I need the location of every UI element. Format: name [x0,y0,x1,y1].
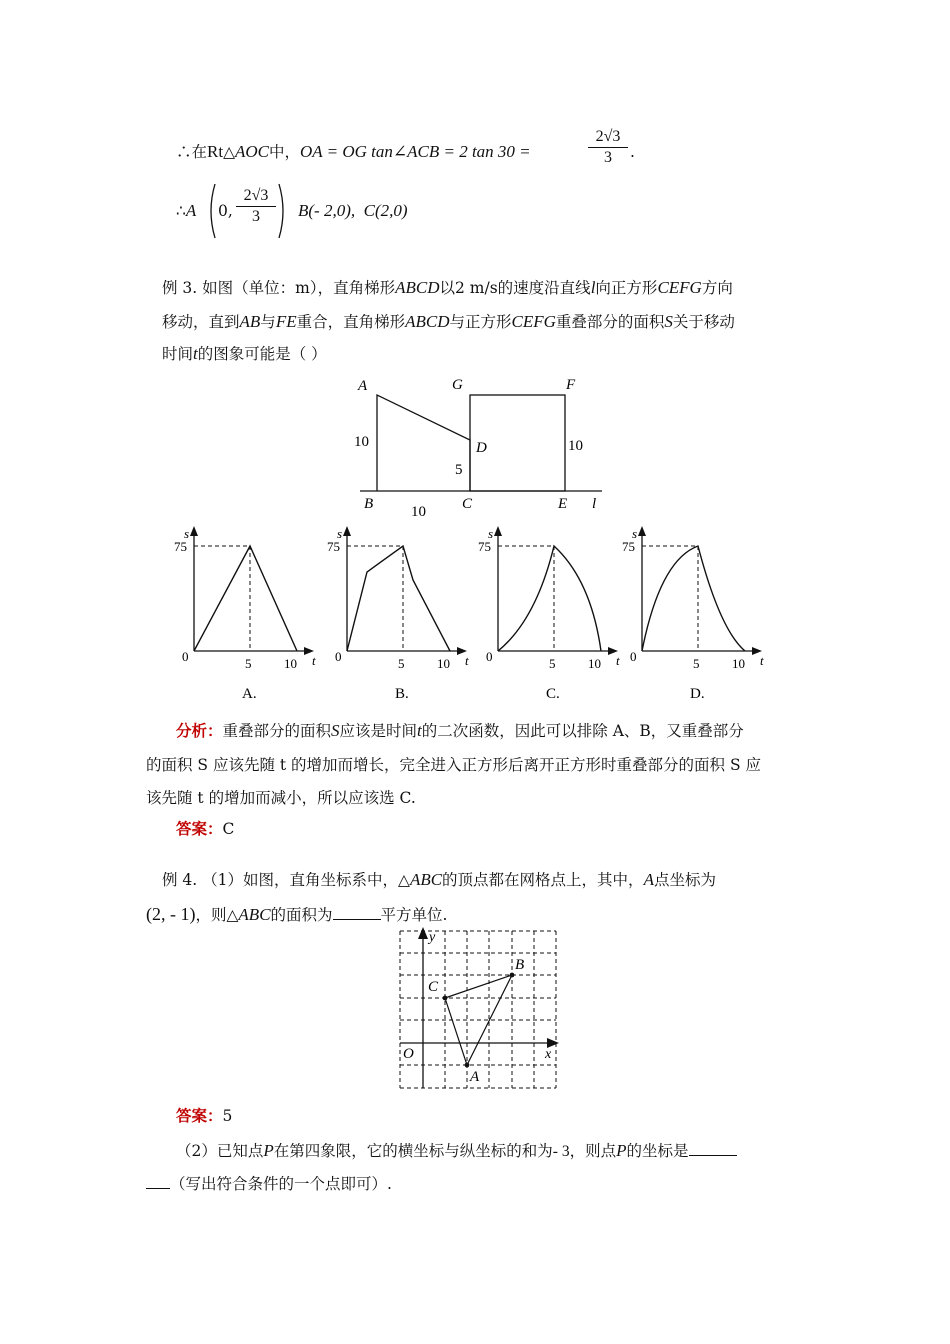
abcd-label: ABCD [395,278,440,297]
label-origin: 0 [486,649,493,664]
s-axis-arrow [190,526,198,536]
example4-line-1 [162,870,716,890]
example3-line-3 [162,344,327,364]
text: 的二次函数，因此可以排除 A、B，又重叠部分 [421,722,744,740]
text: 例 3. 如图（单位：m），直角梯形 [162,279,396,297]
point-b: B(- 2,0), [298,201,356,220]
label-f: F [566,377,576,393]
label-a: A [470,1069,480,1085]
s-axis-arrow [343,526,351,536]
dim-ef: 10 [568,438,583,454]
example4-answer [176,1106,232,1126]
label-t: t [465,653,469,668]
text: 以 [439,279,455,297]
tick-5: 5 [398,656,405,671]
in-text: 中， [269,143,301,161]
fraction-denominator: 3 [604,149,612,166]
fraction-2sqrt3-over-3-b [236,187,276,226]
s-axis-arrow [494,526,502,536]
dim-ab: 10 [354,434,369,450]
label-b: B [364,496,374,512]
rt-text: Rt [207,142,224,161]
dim-cd: 5 [455,462,463,478]
sum-value: - 3 [552,1143,570,1160]
label-d: D [476,440,487,456]
text: 与 [260,313,276,331]
example4-part2-line-1 [176,1139,737,1162]
s-label: S [331,721,340,740]
solution-line-1 [176,142,531,162]
s-axis-arrow [638,526,646,536]
text: ，则点 [569,1142,617,1160]
fraction-denominator: 3 [252,208,260,225]
text: 的顶点都在网格点上，其中， [442,871,644,889]
example3-line-1 [162,278,733,298]
abc-label: ABC [409,870,443,889]
tick-75: 75 [174,539,187,554]
tick-5: 5 [549,656,556,671]
points-bc [298,201,408,221]
abcd-label: ABCD [405,312,450,331]
example3-line-2 [162,312,735,332]
tick-75: 75 [478,539,491,554]
tick-75: 75 [622,539,635,554]
p-label: P [263,1141,274,1160]
analysis-line-3: 该先随 t 的增加而减小，所以应该选 C. [146,789,416,807]
text: 移动，直到 [162,313,240,331]
label-origin: 0 [182,649,189,664]
text: 在第四象限，它的横坐标与纵坐标的和为 [273,1142,553,1160]
cefg-label: CEFG [657,278,702,297]
answer-value: 5 [222,1107,233,1125]
grid-triangle-figure [395,925,565,1095]
label-s: s [184,526,190,541]
example3-answer [176,819,234,839]
text: 重叠部分的面积 [222,722,332,740]
example4-part2-line-2 [146,1172,392,1194]
period: . [630,143,635,161]
fe-label: FE [275,312,297,331]
triangle-symbol: △ [226,906,239,924]
label-l: l [592,496,597,512]
coordinate-blank-2[interactable] [146,1172,170,1189]
fraction-numerator: 2√3 [243,187,269,204]
area-curve [642,546,745,651]
coord-zero: 0, [218,202,233,220]
text: 向正方形 [595,279,658,297]
coordinate-blank-1[interactable] [689,1139,737,1156]
solution-line-2 [176,201,196,221]
area-blank[interactable] [333,903,381,920]
triangle-symbol: △ [223,143,235,161]
tick-10: 10 [284,656,297,671]
abc-label: ABC [238,905,271,924]
option-graph-c [476,520,626,710]
option-graph-d [620,520,770,710]
a-coordinate: (2, - 1) [146,904,196,924]
line-l-label: l [590,278,596,297]
t-label: t [417,721,422,740]
area-curve [347,546,450,651]
text: （写出符合条件的一个点即可）. [170,1175,392,1193]
fraction-numerator: 2√3 [595,128,621,145]
text: 例 4. （1）如图，直角坐标系中， [162,871,399,889]
label-s: s [337,526,343,541]
oa-equation: OA = OG tan∠ACB = 2 tan 30 = [300,142,531,161]
tick-10: 10 [437,656,450,671]
text: 重叠部分的面积 [555,313,665,331]
label-t: t [760,653,764,668]
tick-5: 5 [693,656,700,671]
label-a: A [358,378,368,394]
tick-10: 10 [732,656,745,671]
label-c: C [428,979,439,995]
text: 方向 [701,279,733,297]
t-label: t [193,344,198,363]
option-label: C. [546,686,560,702]
area-curve [498,546,601,651]
analysis-label: 分析： [176,721,223,740]
fraction-2sqrt3-over-3 [588,128,628,167]
text: 的面积为 [270,906,333,924]
analysis-line-1 [176,721,744,741]
text: 与正方形 [449,313,512,331]
text: ，则 [195,906,227,924]
point-c: C(2,0) [363,201,408,220]
text: 的图象可能是（ ） [197,345,327,363]
label-g: G [452,377,463,393]
label-c: C [462,496,473,512]
point-b-dot [510,973,515,978]
dim-bc: 10 [411,504,426,520]
point-c-dot [443,996,448,1001]
label-o: O [403,1046,414,1062]
therefore-text: ∴在 [176,143,208,161]
text: 的速度沿直线 [497,279,591,297]
option-label: A. [242,686,257,702]
answer-label: 答案： [176,1106,223,1125]
label-e: E [558,496,568,512]
option-graph-b [325,520,475,710]
option-label: B. [395,686,409,702]
option-graph-a [172,520,322,710]
answer-value: C [222,820,235,838]
point-a-dot [465,1063,470,1068]
tick-10: 10 [588,656,601,671]
label-s: s [488,526,494,541]
triangle-symbol: △ [398,871,410,889]
s-label: S [664,312,673,331]
analysis-line-2: 的面积 S 应该先随 t 的增加而增长，完全进入正方形后离开正方形时重叠部分的面积 S 应 [146,756,762,774]
text: 点坐标为 [653,871,716,889]
text: 应该是时间 [339,722,418,740]
text: 重合，直角梯形 [296,313,406,331]
trapezoid-square-figure [340,370,610,520]
tick-75: 75 [327,539,340,554]
label-t: t [616,653,620,668]
label-b: B [515,957,525,973]
aoc-label: AOC [235,142,269,161]
option-label: D. [690,686,705,702]
label-x: x [545,1047,552,1062]
point-a-label: A [185,201,197,220]
answer-label: 答案： [176,819,223,838]
area-curve [194,546,297,651]
therefore-symbol: ∴ [176,202,186,220]
label-y: y [429,930,436,945]
text: 关于移动 [672,313,735,331]
ab-label: AB [239,312,261,331]
example4-line-2 [146,903,447,925]
label-origin: 0 [630,649,637,664]
speed: 2 m/s [455,279,498,297]
p-label: P [616,1141,627,1160]
label-origin: 0 [335,649,342,664]
tick-5: 5 [245,656,252,671]
label-t: t [312,653,316,668]
text: 时间 [162,345,194,363]
a-label: A [643,870,654,889]
y-axis-arrow [418,927,428,939]
text: 的坐标是 [626,1142,689,1160]
label-s: s [632,526,638,541]
cefg-label: CEFG [511,312,556,331]
text: （2）已知点 [176,1142,264,1160]
text: 平方单位. [380,906,448,924]
